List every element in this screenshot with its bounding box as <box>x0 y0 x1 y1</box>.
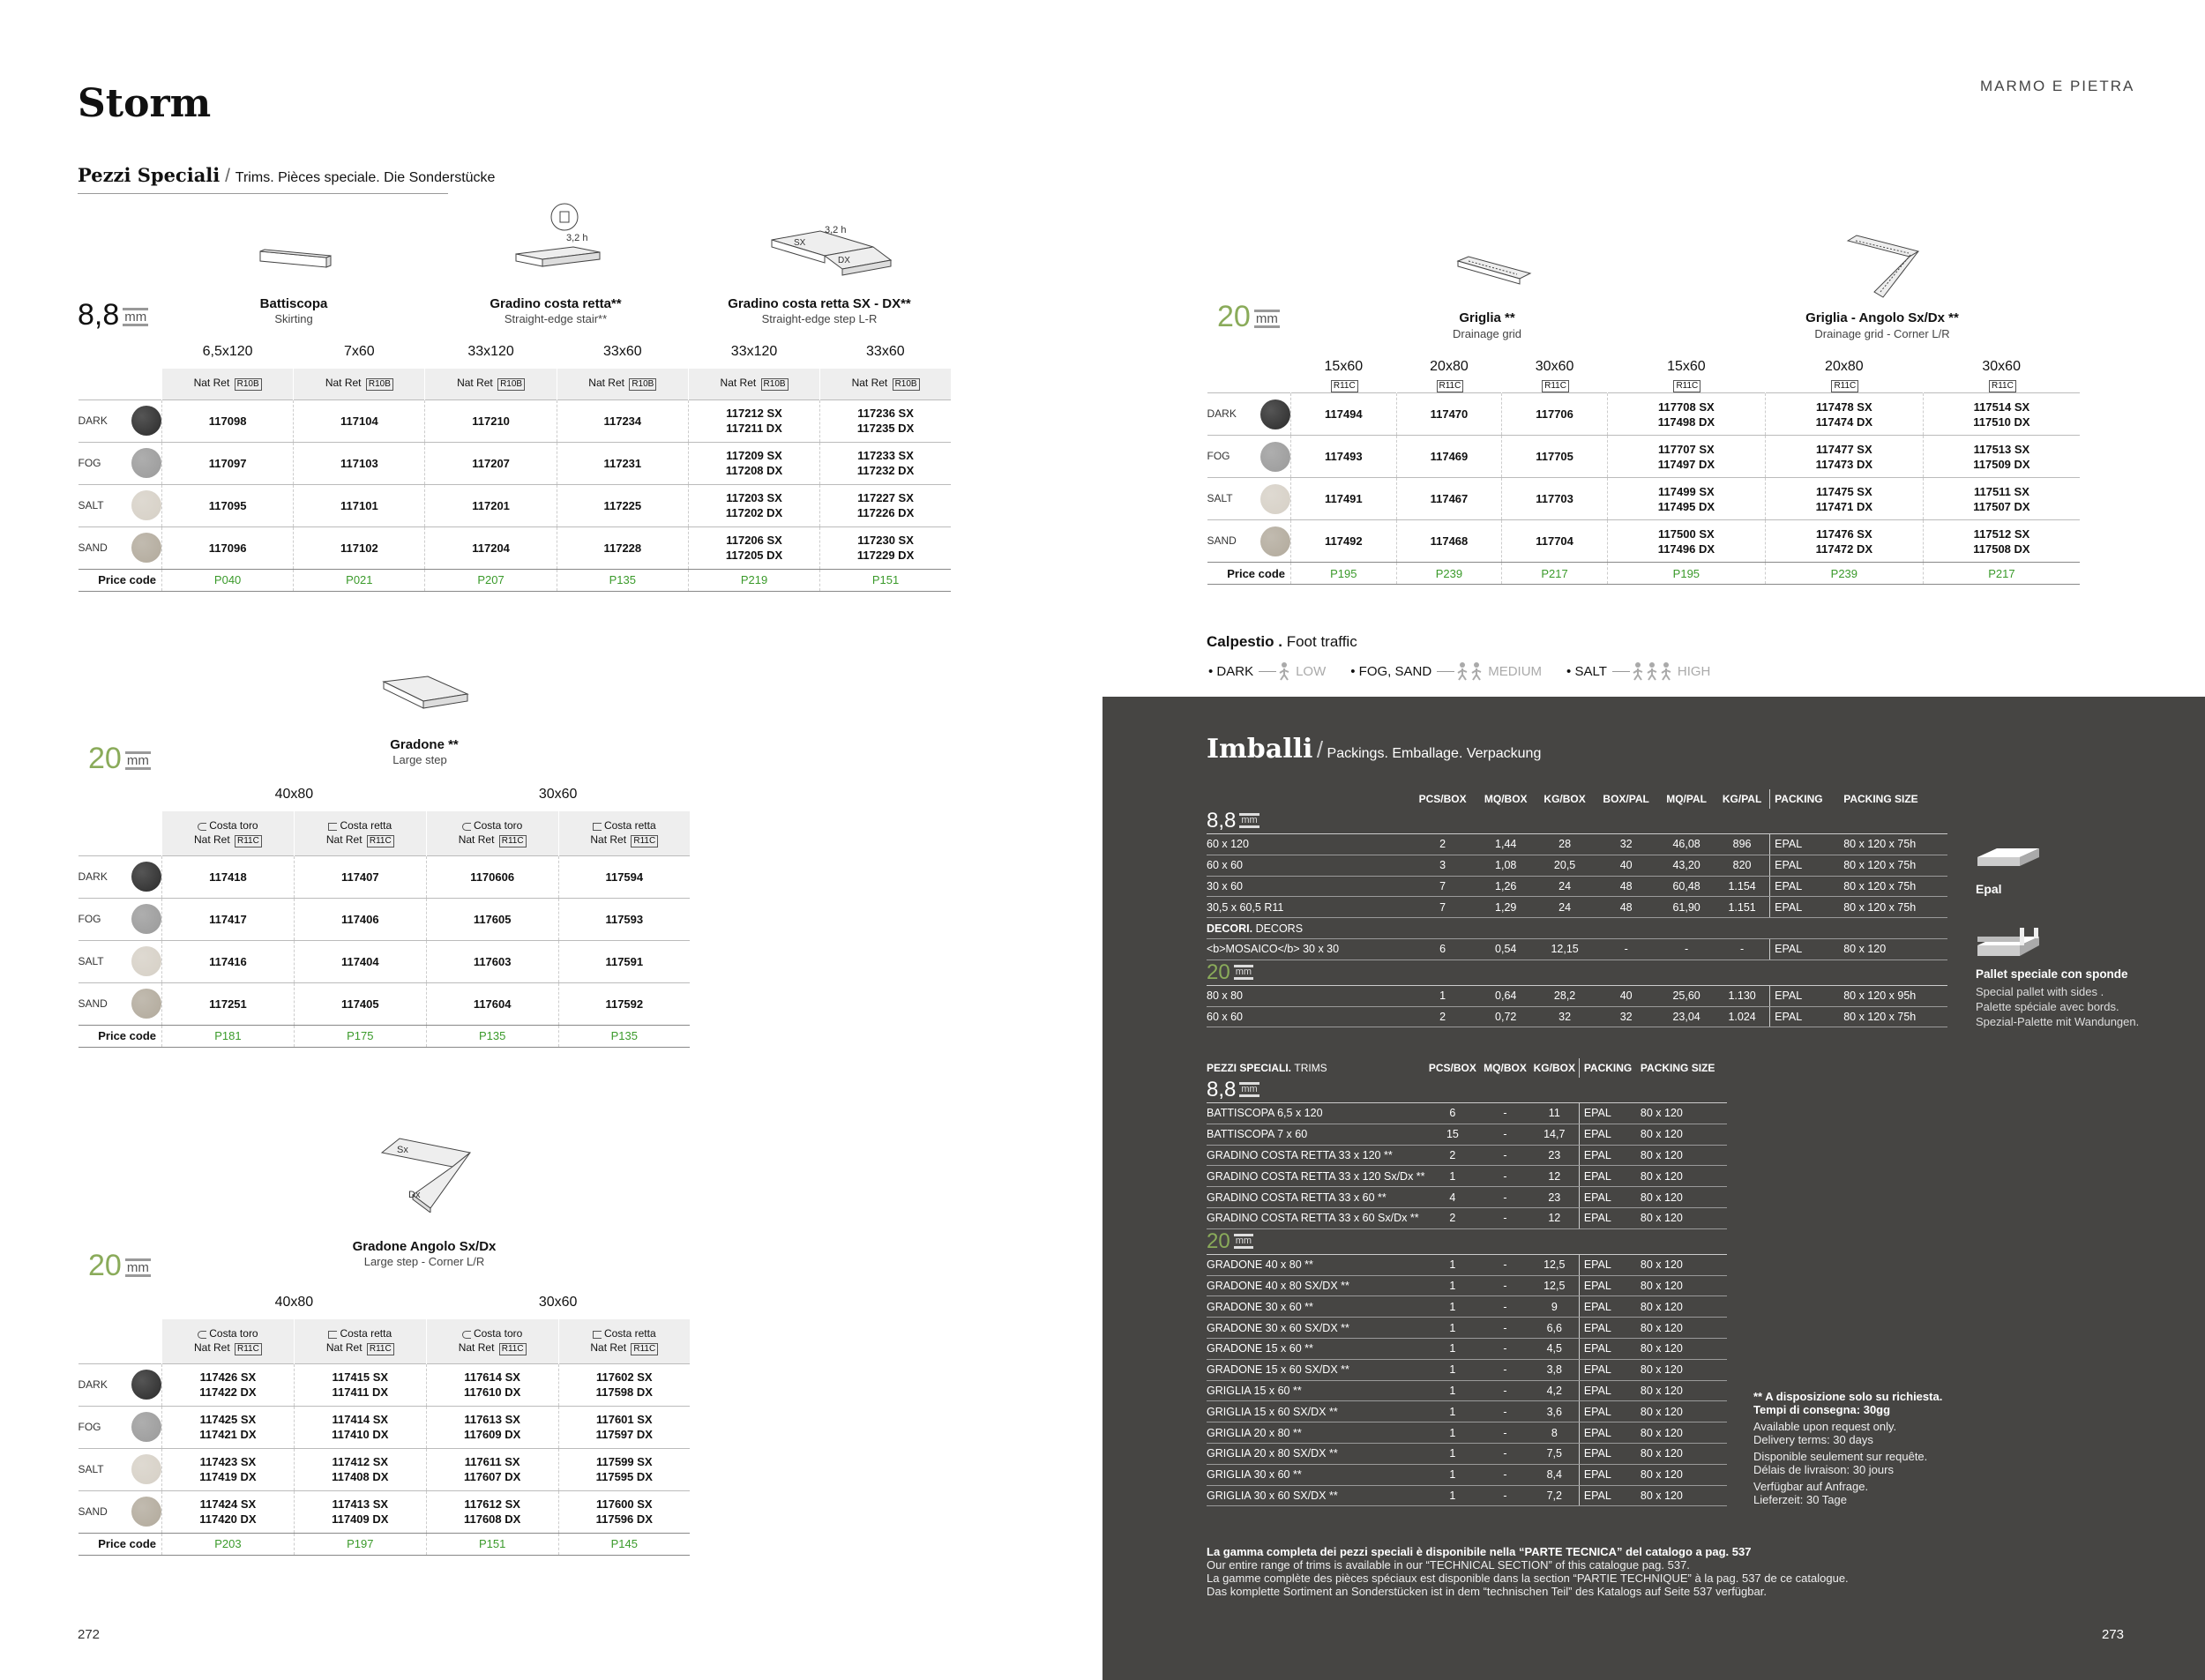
edge-cell: Costa retta Nat Ret R11C <box>558 811 690 855</box>
product-code: 117104 <box>294 399 425 442</box>
price-label: Price code <box>78 1533 162 1555</box>
product-gradone-angolo: Gradone Angolo Sx/Dx <box>352 1239 497 1254</box>
page-title: Storm <box>78 81 212 126</box>
product-code: 117412 SX 117408 DX <box>294 1448 426 1490</box>
product-code: 117468 <box>1396 520 1502 563</box>
product-code: 117418 <box>162 855 295 898</box>
finish-label: SAND <box>78 541 108 554</box>
price-code: P203 <box>162 1533 295 1555</box>
product-code: 117476 SX 117472 DX <box>1765 520 1923 563</box>
finish-cell: Nat Ret R10B <box>425 369 557 399</box>
corner-sx-label: Sx <box>397 1145 408 1155</box>
product-code: 117236 SX 117235 DX <box>820 399 951 442</box>
traffic-item: • SALT HIGH <box>1566 661 1710 681</box>
edge-profile-icon <box>593 1331 602 1339</box>
product-code: 117103 <box>294 442 425 484</box>
packing-row: GRIGLIA 30 x 60 ** 1 - 8,4 EPAL 80 x 120 <box>1207 1464 1727 1485</box>
product-gradino-sxdx: Gradino costa retta SX - DX** <box>728 296 911 311</box>
product-gradone-angolo-sub: Large step - Corner L/R <box>363 1255 485 1268</box>
group-header: 40x80 <box>274 1295 314 1310</box>
swatch-sand <box>1260 526 1290 556</box>
product-code: 117592 <box>558 982 690 1025</box>
swatch-fog <box>131 448 161 478</box>
product-code: 117230 SX 117229 DX <box>820 526 951 569</box>
product-code: 117605 <box>426 898 558 940</box>
product-code: 117594 <box>558 855 690 898</box>
product-code: 117707 SX 117497 DX <box>1607 436 1765 478</box>
table-row <box>1207 436 2081 478</box>
packing-row: 60 x 60 3 1,08 20,5 40 43,20 820 EPAL 80 x 120 x 75h <box>1207 855 1947 876</box>
packing-row: 80 x 80 1 0,64 28,2 40 25,60 1.130 EPAL 80 x 120 x 95h <box>1207 985 1947 1006</box>
traffic-legend <box>1208 661 1710 681</box>
product-code: 117098 <box>162 399 294 442</box>
thickness-badge-20-corner: 20 mm <box>88 1249 149 1282</box>
product-code: 117614 SX 117610 DX <box>426 1363 558 1406</box>
page-number-left: 272 <box>78 1627 101 1642</box>
product-code: 117231 <box>557 442 688 484</box>
corner-dx-label: Dx <box>408 1190 421 1200</box>
product-code: 117706 <box>1502 393 1608 436</box>
epal-pallet-icon <box>1976 845 2042 871</box>
product-griglia: Griglia ** <box>1459 310 1515 325</box>
price-label: Price code <box>78 569 162 591</box>
product-code: 117424 SX 117420 DX <box>162 1490 295 1533</box>
product-code: 117470 <box>1396 393 1502 436</box>
product-code: 117705 <box>1502 436 1608 478</box>
product-code: 117494 <box>1291 393 1397 436</box>
swatch-salt <box>131 946 161 976</box>
size-header: 15x60 <box>1324 359 1364 374</box>
product-gradone: Gradone ** <box>390 737 459 752</box>
product-gradino-sub: Straight-edge stair** <box>504 312 608 325</box>
product-code: 117478 SX 117474 DX <box>1765 393 1923 436</box>
product-code: 117102 <box>294 526 425 569</box>
size-header: 7x60 <box>344 344 375 359</box>
edge-cell: Costa toro Nat Ret R11C <box>162 811 295 855</box>
edge-profile-icon <box>328 1331 337 1339</box>
table-row <box>78 399 952 442</box>
price-code: P217 <box>1923 563 2080 585</box>
size-header: 30x60 <box>1535 359 1574 374</box>
table-row <box>78 855 691 898</box>
swatch-dark <box>131 406 161 436</box>
product-code: 117413 SX 117409 DX <box>294 1490 426 1533</box>
product-code: 117493 <box>1291 436 1397 478</box>
edge-profile-icon <box>593 823 602 831</box>
price-code: P195 <box>1291 563 1397 585</box>
table-row <box>78 1448 691 1490</box>
product-code: 117423 SX 117419 DX <box>162 1448 295 1490</box>
swatch-sand <box>131 533 161 563</box>
thickness-badge-8-8: 8,8 mm <box>78 298 147 332</box>
product-code: 117593 <box>558 898 690 940</box>
finish-cell: Nat Ret R10B <box>557 369 688 399</box>
walking-person-icon <box>1278 661 1290 681</box>
product-griglia-angolo-sub: Drainage grid - Corner L/R <box>1814 327 1950 340</box>
swatch-sand <box>131 989 161 1019</box>
price-code: P040 <box>162 569 294 591</box>
product-code: 117225 <box>557 484 688 526</box>
product-code: 117404 <box>294 940 426 982</box>
finish-label: SALT <box>78 498 104 511</box>
drainage-grid-illustration-icon <box>1455 254 1535 289</box>
price-code: P239 <box>1396 563 1502 585</box>
product-code: 117233 SX 117232 DX <box>820 442 951 484</box>
trims-title: Pezzi Speciali <box>78 164 220 186</box>
product-code: 117704 <box>1502 520 1608 563</box>
swatch-salt <box>1260 484 1290 514</box>
product-gradone-sub: Large step <box>392 753 447 766</box>
product-code: 117600 SX 117596 DX <box>558 1490 690 1533</box>
skirting-illustration-icon <box>256 243 335 278</box>
product-code: 117096 <box>162 526 294 569</box>
footer-note: La gamma completa dei pezzi speciali è disponibile nella “PARTE TECNICA” del catalogo a pag. 537 Our entire range of trims is available in our “TECHNICAL SECTION” of this catalogue pag. 537. La gamme complète des pièces spéciaux est disponible dans la section “PARTIE TECHNIQUE” à la pag. 537 de ce catalogue. Das komplette Sortiment an Sonderstücken ist in dem “technischen Teil” des Katalogs auf Seite 537 verfügbar. <box>1207 1545 1849 1598</box>
trims-table-8-8 <box>78 335 951 592</box>
sx-label: SX <box>794 238 806 248</box>
finish-cell: Nat Ret R10B <box>162 369 294 399</box>
thickness-badge-20-gradone: 20 mm <box>88 742 149 775</box>
product-code: 117492 <box>1291 520 1397 563</box>
product-code: 117407 <box>294 855 426 898</box>
price-label: Price code <box>1207 563 1291 585</box>
product-code: 117512 SX 117508 DX <box>1923 520 2080 563</box>
price-code: P239 <box>1765 563 1923 585</box>
product-battiscopa-sub: Skirting <box>274 312 313 325</box>
stair-illustration-icon <box>512 201 617 280</box>
table-row <box>78 1406 691 1448</box>
edge-profile-icon <box>462 823 471 831</box>
packing-row: GRADINO COSTA RETTA 33 x 120 Sx/Dx ** 1 - 12 EPAL 80 x 120 <box>1207 1166 1727 1187</box>
walking-person-icon <box>1470 661 1483 681</box>
finish-cell: R11C <box>1923 378 2080 393</box>
price-code: P135 <box>426 1025 558 1047</box>
availability-note: ** A disposizione solo su richiesta. Tempi di consegna: 30gg Available upon request only. Delivery terms: 30 days Disponible seulement sur requête. Délais de livraison: 30 jours Verfügbar auf Anfrage. Lieferzeit: 30 Tage <box>1753 1390 1943 1506</box>
griglia-table <box>1207 355 2080 585</box>
table-row <box>78 484 952 526</box>
packing-row: 60 x 60 2 0,72 32 32 23,04 1.024 EPAL 80 x 120 x 75h <box>1207 1006 1947 1027</box>
table-row <box>78 898 691 940</box>
swatch-fog <box>1260 442 1290 472</box>
product-code: 117425 SX 117421 DX <box>162 1406 295 1448</box>
finish-label: DARK <box>78 870 108 883</box>
finish-cell: R11C <box>1502 378 1608 393</box>
table-row <box>1207 520 2081 563</box>
packing-row: GRADONE 40 x 80 ** 1 - 12,5 EPAL 80 x 120 <box>1207 1254 1727 1275</box>
product-code: 117602 SX 117598 DX <box>558 1363 690 1406</box>
product-code: 117513 SX 117509 DX <box>1923 436 2080 478</box>
section-divider <box>78 193 448 194</box>
product-code: 117613 SX 117609 DX <box>426 1406 558 1448</box>
packing-row: 30,5 x 60,5 R11 7 1,29 24 48 61,90 1.151 EPAL 80 x 120 x 75h <box>1207 897 1947 918</box>
trims-subtitle: Trims. Pièces speciale. Die Sonderstücke <box>235 170 496 185</box>
product-code: 117469 <box>1396 436 1502 478</box>
price-code: P207 <box>425 569 557 591</box>
gradone-table <box>78 778 690 1048</box>
edge-profile-icon <box>198 1331 206 1339</box>
product-code: 117511 SX 117507 DX <box>1923 478 2080 520</box>
swatch-sand <box>131 1497 161 1527</box>
size-header: 33x60 <box>603 344 642 359</box>
pallet-title: Pallet speciale con sponde <box>1976 967 2128 981</box>
table-row <box>1207 393 2081 436</box>
walking-person-icon <box>1660 661 1672 681</box>
price-code: P135 <box>558 1025 690 1047</box>
packing-row: 60 x 120 2 1,44 28 32 46,08 896 EPAL 80 x 120 x 75h <box>1207 834 1947 855</box>
edge-profile-icon <box>462 1331 471 1339</box>
product-code: 117206 SX 117205 DX <box>688 526 819 569</box>
product-code: 117207 <box>425 442 557 484</box>
product-code: 117491 <box>1291 478 1397 520</box>
product-code: 117097 <box>162 442 294 484</box>
finish-label: DARK <box>78 1378 108 1391</box>
product-code: 117611 SX 117607 DX <box>426 1448 558 1490</box>
swatch-salt <box>131 1454 161 1484</box>
packing-row: GRIGLIA 15 x 60 SX/DX ** 1 - 3,6 EPAL 80 x 120 <box>1207 1401 1727 1422</box>
size-header: 6,5x120 <box>202 344 253 359</box>
packing-table: PCS/BOX MQ/BOX KG/BOX BOX/PAL MQ/PAL KG/PAL PACKING PACKING SIZE 8,8 mm 60 x 120 2 1,44 28 32 46,08 896 EPAL 80 x 120 x 75h 60 x 60 3 1,08 20,5 40 43,20 820 EPAL 80 x 120 x 75h 30 x 60 7 1,26 24 48 60,48 1.154 EPAL 80 x 120 x 75h 30,5 x 60,5 R11 7 1,29 24 48 61,90 1.151 EPAL 80 x 120 x 75h DECORI. DECORS <b>MOSAICO</b> 30 x 30 6 0,54 12,15 - - - EPAL 80 x 120 20 mm 80 x 80 1 0,64 28,2 40 25,60 1.130 EPAL 80 x 120 x 95h 60 x 60 2 0,72 32 32 23,04 1.024 EPAL 80 x 120 x 75h <box>1207 789 1947 1027</box>
size-header: 33x120 <box>467 344 514 359</box>
finish-cell: R11C <box>1607 378 1765 393</box>
table-row <box>78 1363 691 1406</box>
price-code: P145 <box>558 1533 690 1555</box>
packing-row: BATTISCOPA 6,5 x 120 6 - 11 EPAL 80 x 120 <box>1207 1103 1727 1124</box>
swatch-fog <box>131 1412 161 1442</box>
table-row <box>1207 478 2081 520</box>
product-code: 117612 SX 117608 DX <box>426 1490 558 1533</box>
size-header: 15x60 <box>1667 359 1706 374</box>
stair-corner-illustration-icon <box>767 220 900 282</box>
packing-row: GRADINO COSTA RETTA 33 x 60 Sx/Dx ** 2 - 12 EPAL 80 x 120 <box>1207 1207 1727 1228</box>
group-header: 30x60 <box>538 787 578 802</box>
product-code: 117416 <box>162 940 295 982</box>
product-code: 117406 <box>294 898 426 940</box>
gradone-angolo-table <box>78 1286 690 1556</box>
pallet-desc: Special pallet with sides . Palette spéciale avec bords. Spezial-Palette mit Wandungen. <box>1976 985 2140 1028</box>
finish-label: SALT <box>78 1462 104 1475</box>
table-row <box>78 442 952 484</box>
edge-cell: Costa toro Nat Ret R11C <box>426 811 558 855</box>
finish-cell: R11C <box>1291 378 1397 393</box>
finish-label: SAND <box>78 1505 108 1518</box>
swatch-dark <box>131 862 161 892</box>
size-header: 20x80 <box>1825 359 1864 374</box>
price-code: P021 <box>294 569 425 591</box>
finish-label: SAND <box>1207 534 1237 547</box>
product-code: 117095 <box>162 484 294 526</box>
size-header: 33x120 <box>730 344 778 359</box>
product-code: 117405 <box>294 982 426 1025</box>
product-code: 117201 <box>425 484 557 526</box>
large-step-corner-illustration-icon <box>377 1133 475 1213</box>
edge-cell: Costa toro Nat Ret R11C <box>426 1319 558 1363</box>
finish-label: FOG <box>78 912 101 925</box>
price-code: P151 <box>426 1533 558 1555</box>
table-row <box>78 940 691 982</box>
product-code: 117212 SX 117211 DX <box>688 399 819 442</box>
packing-row: GRADONE 30 x 60 SX/DX ** 1 - 6,6 EPAL 80 x 120 <box>1207 1318 1727 1339</box>
product-griglia-angolo: Griglia - Angolo Sx/Dx ** <box>1805 310 1959 325</box>
finish-cell: R11C <box>1396 378 1502 393</box>
table-row <box>78 1490 691 1533</box>
group-header: 30x60 <box>538 1295 578 1310</box>
height-label-2: 3,2 h <box>825 225 847 235</box>
packing-row: GRADINO COSTA RETTA 33 x 120 ** 2 - 23 EPAL 80 x 120 <box>1207 1145 1727 1166</box>
product-battiscopa: Battiscopa <box>259 296 328 311</box>
price-code: P135 <box>557 569 688 591</box>
packing-row: GRIGLIA 15 x 60 ** 1 - 4,2 EPAL 80 x 120 <box>1207 1380 1727 1401</box>
table-row <box>78 526 952 569</box>
product-code: 117227 SX 117226 DX <box>820 484 951 526</box>
finish-label: FOG <box>1207 450 1230 462</box>
packing-row: 30 x 60 7 1,26 24 48 60,48 1.154 EPAL 80 x 120 x 75h <box>1207 876 1947 897</box>
product-code: 117477 SX 117473 DX <box>1765 436 1923 478</box>
finish-label: SALT <box>1207 492 1233 504</box>
product-code: 117604 <box>426 982 558 1025</box>
product-code: 117228 <box>557 526 688 569</box>
finish-cell: Nat Ret R10B <box>294 369 425 399</box>
packing-row: <b>MOSAICO</b> 30 x 30 6 0,54 12,15 - - - EPAL 80 x 120 <box>1207 938 1947 959</box>
finish-label: DARK <box>1207 407 1237 420</box>
imballi-title: Imballi / Packings. Emballage. Verpackung <box>1207 734 1542 765</box>
product-code: 117703 <box>1502 478 1608 520</box>
product-code: 117415 SX 117411 DX <box>294 1363 426 1406</box>
product-code: 117204 <box>425 526 557 569</box>
price-code: P217 <box>1502 563 1608 585</box>
product-code: 117417 <box>162 898 295 940</box>
traffic-item: • DARK LOW <box>1208 661 1326 681</box>
price-label: Price code <box>78 1025 162 1047</box>
finish-cell: Nat Ret R10B <box>688 369 819 399</box>
traffic-item: • FOG, SAND MEDIUM <box>1350 661 1542 681</box>
packing-row: GRADONE 40 x 80 SX/DX ** 1 - 12,5 EPAL 80 x 120 <box>1207 1275 1727 1296</box>
trims-packing-table: PEZZI SPECIALI. TRIMS PCS/BOX MQ/BOX KG/BOX PACKING PACKING SIZE 8,8 mm BATTISCOPA 6,5 x 120 6 - 11 EPAL 80 x 120 BATTISCOPA 7 x 60 15 - 14,7 EPAL 80 x 120 GRADINO COSTA RETTA 33 x 120 ** 2 - 23 EPAL 80 x 120 GRADINO COSTA RETTA 33 x 120 Sx/Dx ** 1 - 12 EPAL 80 x 120 GRADINO COSTA RETTA 33 x 60 ** 4 - 23 EPAL 80 x 120 GRADINO COSTA RETTA 33 x 60 Sx/Dx ** 2 - 12 EPAL 80 x 120 20 mm GRADONE 40 x 80 ** 1 - 12,5 EPAL 80 x 120 GRADONE 40 x 80 SX/DX ** 1 - 12,5 EPAL 80 x 120 GRADONE 30 x 60 ** 1 - 9 EPAL 80 x 120 GRADONE 30 x 60 SX/DX ** 1 - 6,6 EPAL 80 x 120 GRADONE 15 x 60 ** 1 - 4,5 EPAL 80 x 120 GRADONE 15 x 60 SX/DX ** 1 - 3,8 EPAL 80 x 120 GRIGLIA 15 x 60 ** 1 - 4,2 EPAL 80 x 120 GRIGLIA 15 x 60 SX/DX ** 1 - 3,6 EPAL 80 x 120 GRIGLIA 20 x 80 ** 1 - 8 EPAL 80 x 120 GRIGLIA 20 x 80 SX/DX ** 1 - 7,5 EPAL 80 x 120 GRIGLIA 30 x 60 ** 1 - 8,4 EPAL 80 x 120 GRIGLIA 30 x 60 SX/DX ** 1 - 7,2 EPAL 80 x 120 <box>1207 1058 1727 1506</box>
walking-person-icon <box>1456 661 1469 681</box>
product-code: 117599 SX 117595 DX <box>558 1448 690 1490</box>
product-code: 117209 SX 117208 DX <box>688 442 819 484</box>
edge-cell: Costa toro Nat Ret R11C <box>162 1319 295 1363</box>
walking-person-icon <box>1646 661 1658 681</box>
product-code: 117414 SX 117410 DX <box>294 1406 426 1448</box>
product-code: 117251 <box>162 982 295 1025</box>
product-code: 117708 SX 117498 DX <box>1607 393 1765 436</box>
packing-row: GRADONE 15 x 60 ** 1 - 4,5 EPAL 80 x 120 <box>1207 1338 1727 1359</box>
dx-label: DX <box>838 256 850 265</box>
price-code: P175 <box>294 1025 426 1047</box>
drainage-grid-corner-illustration-icon <box>1843 234 1923 300</box>
product-code: 117603 <box>426 940 558 982</box>
finish-label: SAND <box>78 997 108 1010</box>
finish-label: SALT <box>78 954 104 967</box>
product-code: 117203 SX 117202 DX <box>688 484 819 526</box>
edge-profile-icon <box>198 823 206 831</box>
product-code: 117234 <box>557 399 688 442</box>
edge-cell: Costa retta Nat Ret R11C <box>294 811 426 855</box>
walking-person-icon <box>1632 661 1644 681</box>
price-code: P197 <box>294 1533 426 1555</box>
packing-row: BATTISCOPA 7 x 60 15 - 14,7 EPAL 80 x 120 <box>1207 1124 1727 1145</box>
price-code: P181 <box>162 1025 295 1047</box>
size-header: 30x60 <box>1982 359 2021 374</box>
table-row <box>78 982 691 1025</box>
finish-label: FOG <box>78 456 101 469</box>
swatch-dark <box>131 1370 161 1400</box>
brand-label: MARMO E PIETRA <box>1980 78 2135 94</box>
product-code: 117601 SX 117597 DX <box>558 1406 690 1448</box>
price-code: P219 <box>688 569 819 591</box>
product-code: 117467 <box>1396 478 1502 520</box>
swatch-fog <box>131 904 161 934</box>
packing-row: GRADONE 15 x 60 SX/DX ** 1 - 3,8 EPAL 80 x 120 <box>1207 1359 1727 1380</box>
large-step-illustration-icon <box>379 675 476 719</box>
product-code: 117591 <box>558 940 690 982</box>
product-gradino-sxdx-sub: Straight-edge step L-R <box>761 312 878 325</box>
product-code: 117426 SX 117422 DX <box>162 1363 295 1406</box>
trims-section-title: Pezzi Speciali / Trims. Pièces speciale. Die Sonderstücke <box>78 164 496 186</box>
product-code: 117101 <box>294 484 425 526</box>
finish-label: FOG <box>78 1420 101 1433</box>
product-code: 1170606 <box>426 855 558 898</box>
page-number-right: 273 <box>2102 1627 2125 1642</box>
special-pallet-icon <box>1976 926 2042 959</box>
traffic-title: Calpestio . Foot traffic <box>1207 633 1357 650</box>
edge-cell: Costa retta Nat Ret R11C <box>294 1319 426 1363</box>
size-header: 20x80 <box>1430 359 1469 374</box>
height-label-1: 3,2 h <box>566 233 588 243</box>
packing-row: GRADONE 30 x 60 ** 1 - 9 EPAL 80 x 120 <box>1207 1296 1727 1318</box>
price-code: P195 <box>1607 563 1765 585</box>
product-code: 117500 SX 117496 DX <box>1607 520 1765 563</box>
packing-row: GRIGLIA 20 x 80 ** 1 - 8 EPAL 80 x 120 <box>1207 1422 1727 1444</box>
size-header: 33x60 <box>866 344 905 359</box>
product-code: 117210 <box>425 399 557 442</box>
finish-label: DARK <box>78 414 108 427</box>
packing-row: GRIGLIA 20 x 80 SX/DX ** 1 - 7,5 EPAL 80 x 120 <box>1207 1443 1727 1464</box>
edge-cell: Costa retta Nat Ret R11C <box>558 1319 690 1363</box>
product-code: 117514 SX 117510 DX <box>1923 393 2080 436</box>
packing-row: GRIGLIA 30 x 60 SX/DX ** 1 - 7,2 EPAL 80 x 120 <box>1207 1485 1727 1506</box>
finish-cell: Nat Ret R10B <box>820 369 951 399</box>
packing-row: GRADINO COSTA RETTA 33 x 60 ** 4 - 23 EPAL 80 x 120 <box>1207 1187 1727 1208</box>
product-code: 117499 SX 117495 DX <box>1607 478 1765 520</box>
swatch-dark <box>1260 399 1290 429</box>
product-gradino: Gradino costa retta** <box>490 296 622 311</box>
edge-profile-icon <box>328 823 337 831</box>
product-code: 117475 SX 117471 DX <box>1765 478 1923 520</box>
swatch-salt <box>131 490 161 520</box>
thickness-badge-20-grid: 20 mm <box>1217 300 1278 333</box>
epal-label: Epal <box>1976 882 2002 896</box>
group-header: 40x80 <box>274 787 314 802</box>
price-code: P151 <box>820 569 951 591</box>
product-griglia-sub: Drainage grid <box>1452 327 1522 340</box>
finish-cell: R11C <box>1765 378 1923 393</box>
